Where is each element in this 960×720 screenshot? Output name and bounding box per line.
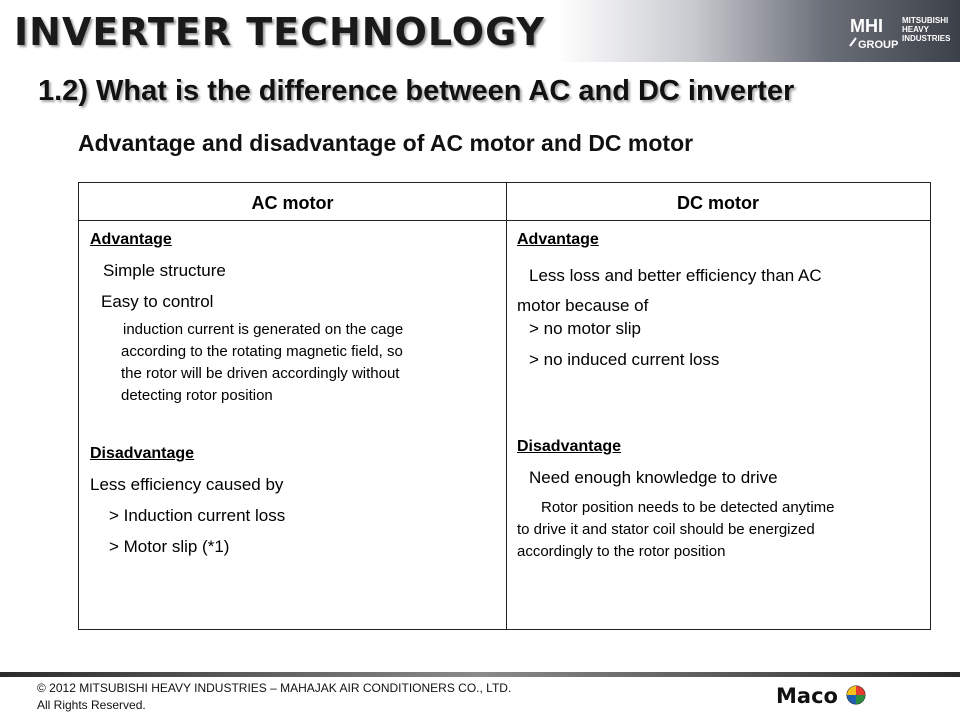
logo-line-2: HEAVY [902, 25, 929, 34]
mhi-group-logo-icon [848, 12, 900, 54]
dc-advantage-intro [517, 261, 822, 321]
maco-logo-icon [776, 684, 868, 706]
ac-disadvantage-item: > Motor slip (*1) [109, 537, 230, 556]
dc-advantage-item: > no motor slip [529, 319, 641, 338]
dc-motor-header: DC motor [677, 193, 759, 213]
dc-note-line: to drive it and stator coil should be energized [517, 521, 815, 538]
dc-note-line: accordingly to the rotor position [517, 543, 726, 560]
logo-mark-bottom: GROUP [858, 39, 899, 51]
maco-wordmark: Maco [776, 684, 838, 706]
dc-advantage-label: Advantage [517, 231, 599, 248]
dc-advantage-item: > no induced current loss [529, 350, 720, 369]
logo-line-1: MITSUBISHI [902, 16, 949, 25]
ac-advantage-note [121, 319, 403, 407]
copyright-notice [37, 680, 511, 714]
comparison-table [78, 182, 931, 630]
logo-wordmark [902, 16, 950, 43]
ac-advantage-item: Simple structure [103, 261, 226, 280]
footer-divider [0, 672, 960, 677]
ac-note-line: detecting rotor position [121, 387, 273, 404]
logo-line-3: INDUSTRIES [902, 34, 951, 43]
logo-mark-top: MHI [850, 16, 883, 36]
dc-disadvantage-label: Disadvantage [517, 438, 622, 455]
ac-motor-header: AC motor [251, 193, 334, 213]
ac-disadvantage-item: > Induction current loss [109, 506, 286, 525]
copyright-line-1: © 2012 MITSUBISHI HEAVY INDUSTRIES – MAHAJAK AIR CONDITIONERS CO., LTD. [37, 681, 512, 695]
ac-note-line: induction current is generated on the cage [123, 321, 404, 338]
dc-note-line: Rotor position needs to be detected anytime [541, 499, 835, 516]
ac-disadvantage-label: Disadvantage [90, 445, 195, 462]
ac-advantage-label: Advantage [90, 231, 172, 248]
ac-note-line: the rotor will be driven accordingly without [121, 365, 400, 382]
copyright-line-2: All Rights Reserved. [37, 698, 146, 712]
dc-disadvantage-note [517, 497, 835, 563]
dc-disadvantage-intro: Need enough knowledge to drive [529, 468, 778, 487]
column-divider [506, 183, 507, 629]
slide-subtitle: 1.2) What is the difference between AC and DC inverter [38, 75, 795, 107]
dc-intro-line: motor because of [517, 296, 649, 315]
ac-disadvantage-intro: Less efficiency caused by [90, 475, 284, 494]
ac-advantage-item: Easy to control [101, 292, 214, 311]
ac-note-line: according to the rotating magnetic field, so [121, 343, 403, 360]
section-heading: Advantage and disadvantage of AC motor and DC motor [78, 130, 694, 156]
dc-intro-line: Less loss and better efficiency than AC [529, 266, 822, 285]
page-title: INVERTER TECHNOLOGY [14, 10, 545, 54]
mhi-logo [848, 8, 956, 58]
